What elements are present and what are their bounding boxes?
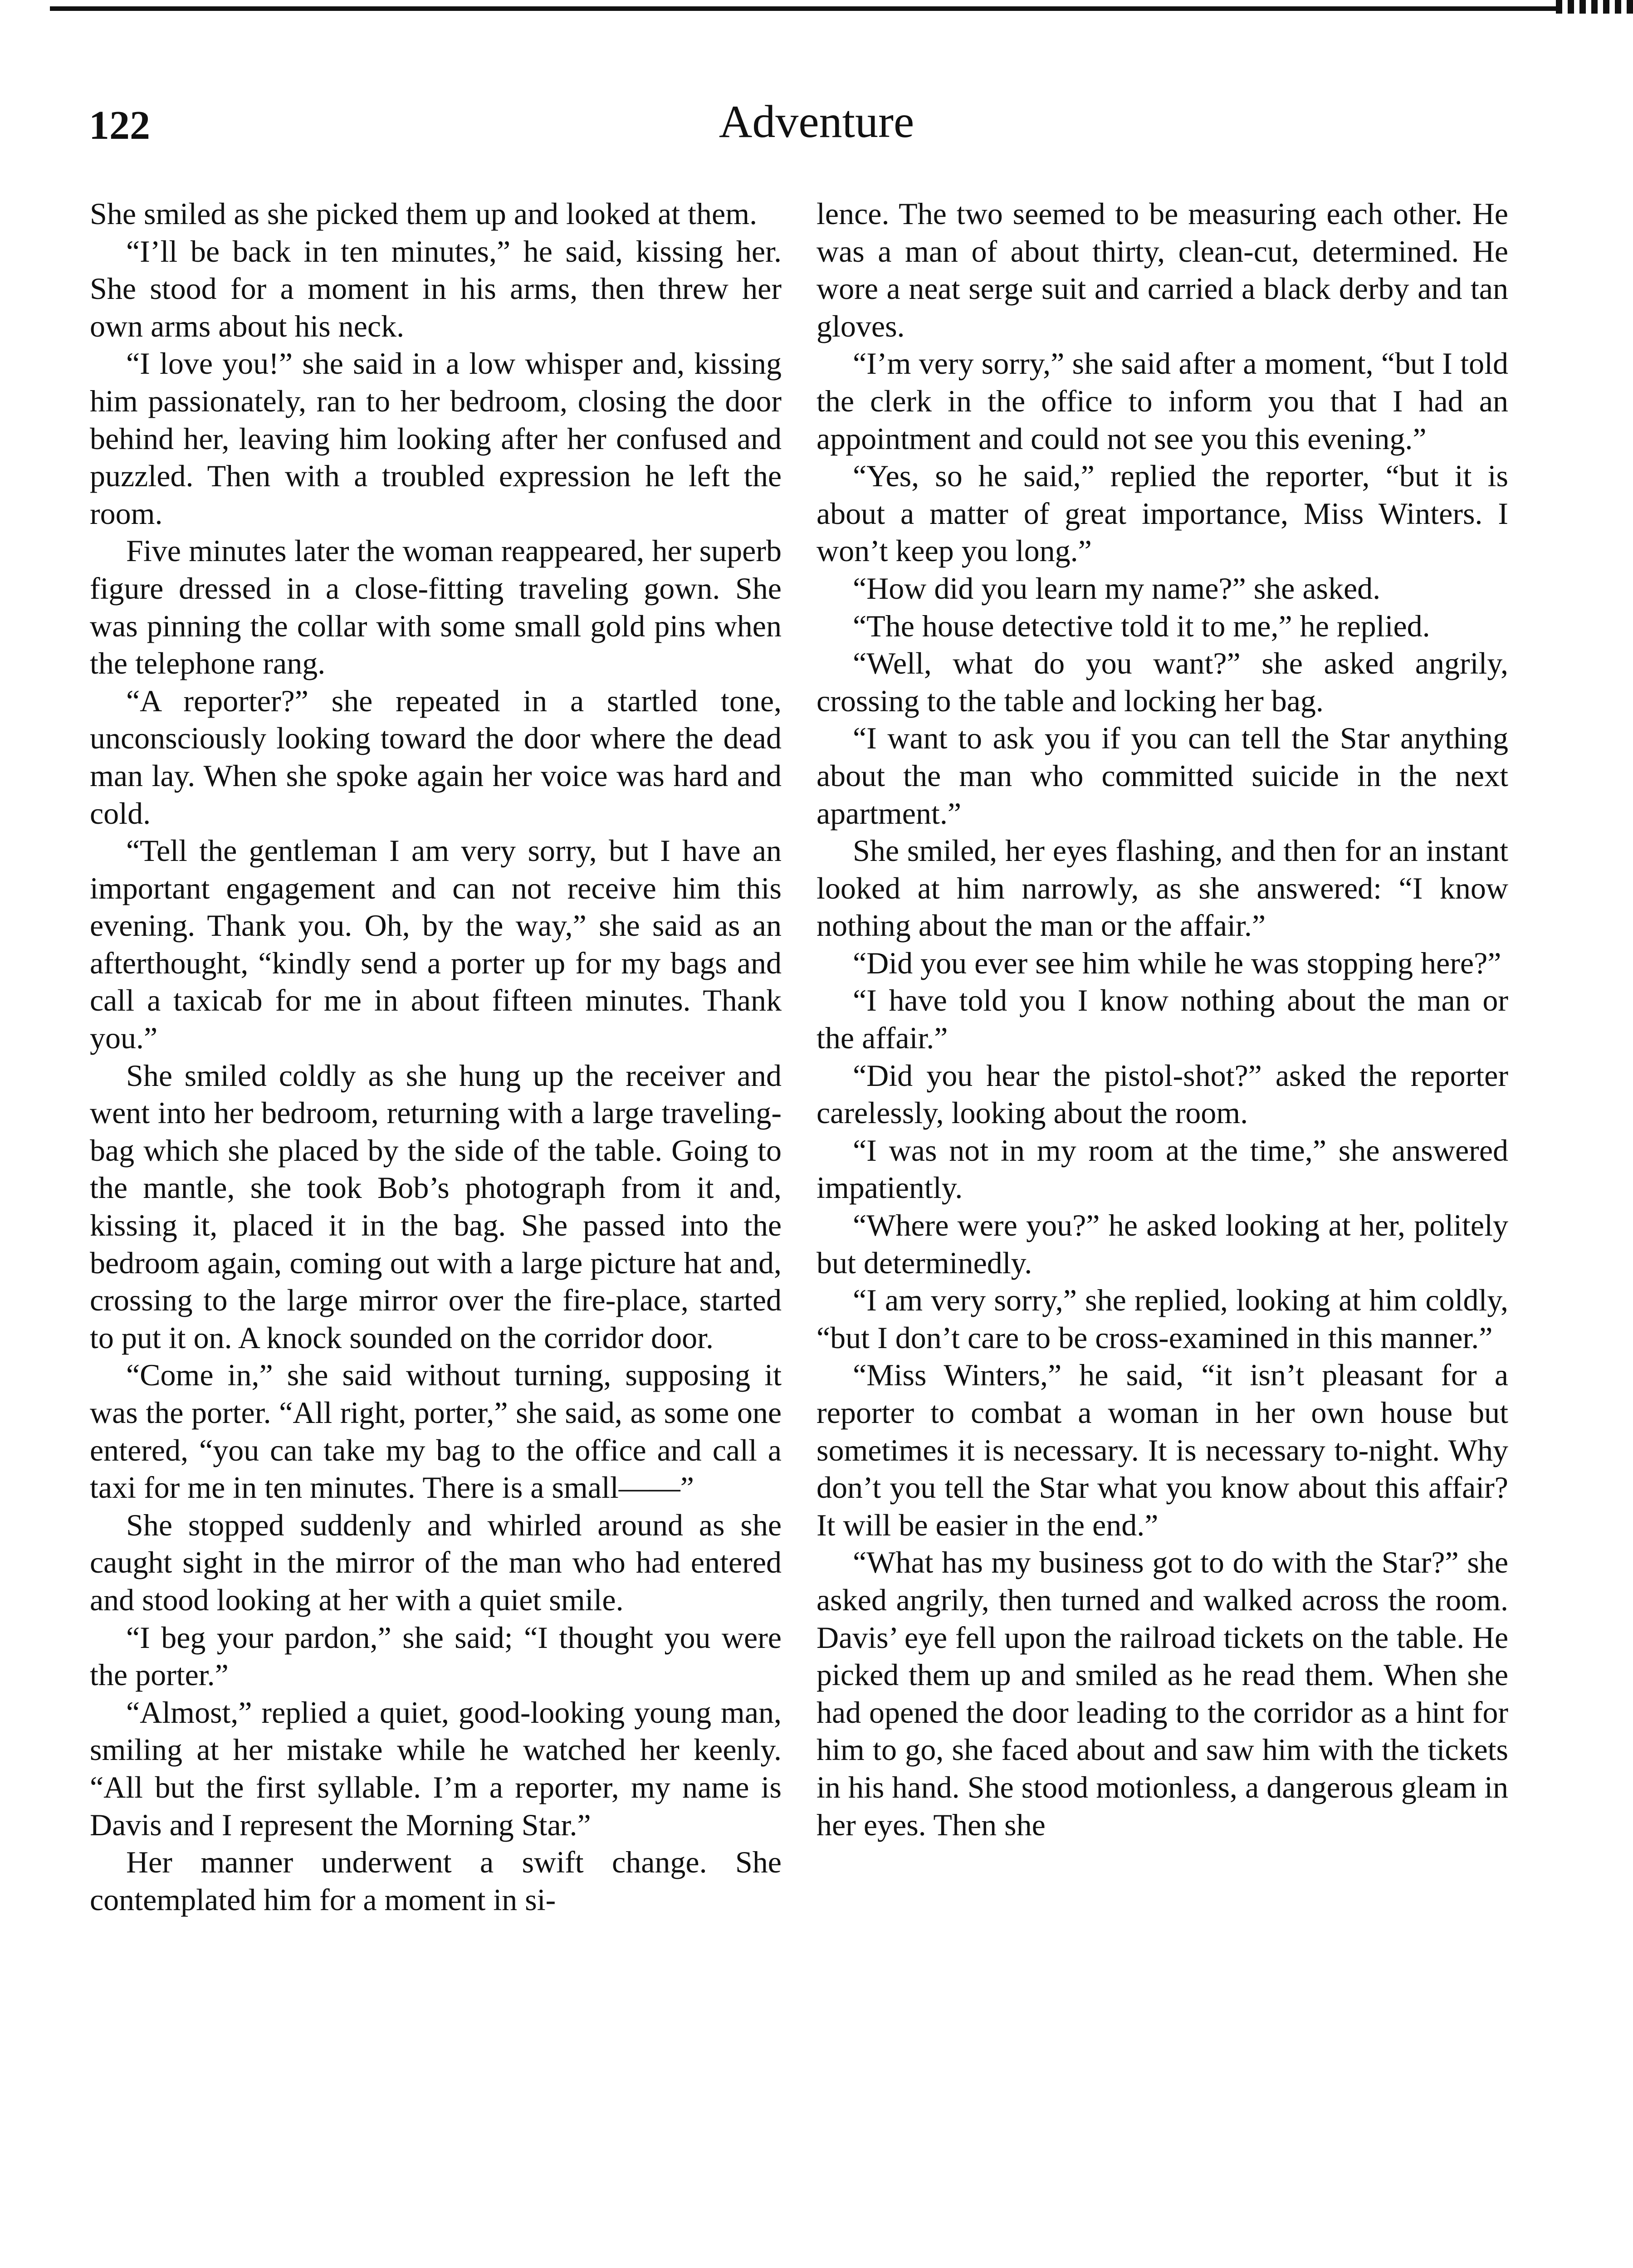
top-rule — [50, 6, 1633, 11]
paragraph: “How did you learn my name?” she asked. — [853, 571, 1381, 606]
paragraph: “Come in,” she said without turning, supposing it was the porter. “All right, porter,” she said, as some one entered, “you can take my bag to the office and call a taxi for me in ten minutes. There is a small——” — [90, 1358, 782, 1505]
paragraph: “Did you ever see him while he was stopping here?” — [853, 945, 1501, 980]
paragraph: “I’ll be back in ten minutes,” he said, kissing her. She stood for a moment in his arms, then threw her own arms about his neck. — [90, 234, 782, 343]
running-title: Adventure — [719, 96, 914, 147]
paragraph: “I’m very sorry,” she said after a moment, “but I told the clerk in the office to inform you that I had an appointment and could not see you this evening.” — [816, 346, 1508, 456]
paragraph: “The house detective told it to me,” he replied. — [853, 608, 1430, 643]
paragraph: “I was not in my room at the time,” she answered impatiently. — [816, 1133, 1508, 1205]
paragraph: “I beg your pardon,” she said; “I thought you were the porter.” — [90, 1620, 782, 1692]
paragraph: “I love you!” she said in a low whisper and, kissing him passionately, ran to her bedroom, closing the door behind her, leaving him looking after her confused and puzzled. Then with a troubled expression he left the room. — [90, 346, 782, 531]
paragraph: “Almost,” replied a quiet, good-looking young man, smiling at her mistake while he watched her keenly. “All but the first syllable. I’m a reporter, my name is Davis and I represent the Morning Star.” — [90, 1695, 782, 1842]
paragraph: “I am very sorry,” she replied, looking at him coldly, “but I don’t care to be cross-examined in this manner.” — [816, 1283, 1508, 1355]
paragraph: Five minutes later the woman reappeared, her superb figure dressed in a close-fitting traveling gown. She was pinning the collar with some small gold pins when the telephone rang. — [90, 533, 782, 681]
paragraph: She smiled coldly as she hung up the receiver and went into her bedroom, returning with a large traveling-bag which she placed by the side of the table. Going to the mantle, she took Bob’s photograph from it and, kissing it, placed it in the bag. She passed into the bedroom again, coming out with a large picture hat and, crossing to the large mirror over the fire-place, started to put it on. A knock sounded on the corridor door. — [90, 1058, 782, 1355]
paragraph: “Tell the gentleman I am very sorry, but I have an important engagement and can not receive him this evening. Thank you. Oh, by the way,” she said as an afterthought, “kindly send a porter up for my bags and call a taxicab for me in about fifteen minutes. Thank you.” — [90, 833, 782, 1056]
paragraph: “A reporter?” she repeated in a startled tone, unconsciously looking toward the door where the dead man lay. When she spoke again her voice was hard and cold. — [90, 683, 782, 831]
paragraph: Her manner underwent a swift change. She contemplated him for a moment in si- — [90, 1845, 782, 1917]
paragraph: She smiled, her eyes flashing, and then for an instant looked at him narrowly, as she answered: “I know nothing about the man or the affair.” — [816, 833, 1508, 943]
paragraph: “Did you hear the pistol-shot?” asked the reporter carelessly, looking about the room. — [816, 1058, 1508, 1130]
paragraph: “Where were you?” he asked looking at her, politely but determinedly. — [816, 1208, 1508, 1280]
paragraph: lence. The two seemed to be measuring each other. He was a man of about thirty, clean-cut, determined. He wore a neat serge suit and carried a black derby and tan gloves. — [816, 196, 1508, 343]
paragraph: She stopped suddenly and whirled around as she caught sight in the mirror of the man who had entered and stood looking at her with a quiet smile. — [90, 1507, 782, 1617]
left-column — [90, 195, 782, 1918]
paragraph: “Yes, so he said,” replied the reporter, “but it is about a matter of great importance, Miss Winters. I won’t keep you long.” — [816, 459, 1508, 568]
paragraph: “I have told you I know nothing about the man or the affair.” — [816, 983, 1508, 1056]
right-column — [816, 195, 1508, 1843]
torn-corner — [1556, 0, 1633, 14]
paragraph: “Miss Winters,” he said, “it isn’t pleasant for a reporter to combat a woman in her own house but sometimes it is necessary. It is necessary to-night. Why don’t you tell the Star what you know about this affair? It will be easier in the end.” — [816, 1358, 1508, 1542]
page-number: 122 — [89, 103, 150, 148]
paragraph: “Well, what do you want?” she asked angrily, crossing to the table and locking her bag. — [816, 646, 1508, 718]
page-header — [0, 91, 1633, 154]
paragraph: She smiled as she picked them up and looked at them. — [90, 196, 758, 231]
paragraph: “I want to ask you if you can tell the Star anything about the man who committed suicide in the next apartment.” — [816, 721, 1508, 831]
paragraph: “What has my business got to do with the Star?” she asked angrily, then turned and walked across the room. Davis’ eye fell upon the railroad tickets on the table. He picked them up and smiled as he read them. When she had opened the door leading to the corridor as a hint for him to go, she faced about and saw him with the tickets in his hand. She stood motionless, a dangerous gleam in her eyes. Then she — [816, 1545, 1508, 1842]
